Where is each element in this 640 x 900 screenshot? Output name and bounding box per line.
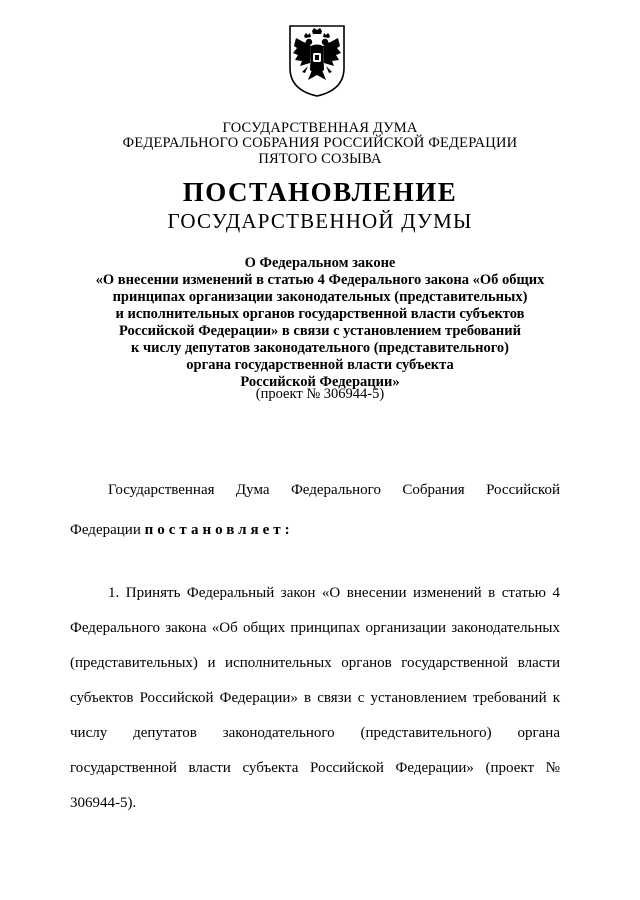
coat-of-arms-icon [286,22,348,98]
item-paragraph [70,576,560,821]
preamble-text: Государственная Дума Федерального Собрания Российской Федерации [70,482,560,538]
document-type: ПОСТАНОВЛЕНИЕ [182,177,458,207]
header-line-duma: ГОСУДАРСТВЕННАЯ ДУМА [222,120,418,136]
subject-line: к числу депутатов законодательного (представительного) [131,340,509,356]
header-line-assembly: ФЕДЕРАЛЬНОГО СОБРАНИЯ РОССИЙСКОЙ ФЕДЕРАЦИИ [122,135,518,151]
subject-line: Российской Федерации» в связи с установлением требований [119,323,521,339]
preamble-verb: постановляет: [144,522,294,538]
subject-line: органа государственной власти субъекта [186,357,454,373]
project-number: (проект № 306944-5) [255,386,385,402]
subject-line: принципах организации законодательных (представительных) [112,289,528,305]
header-line-convocation: ПЯТОГО СОЗЫВА [258,151,382,167]
subject-line: Российской Федерации» [240,374,400,390]
item-1-text: 1. Принять Федеральный закон «О внесении изменений в статью 4 Федерального закона «Об общих принципах организации законодательных (представительных) и исполнительных органов государственной власти субъектов Российской Федерации» в связи с установлением требований к числу депутатов законодательного (представительного) органа государственной власти субъекта Российской Федерации» (проект № 306944-5). [70,585,560,811]
document-issuer: ГОСУДАРСТВЕННОЙ ДУМЫ [167,209,473,233]
subject-line: «О внесении изменений в статью 4 Федерального закона «Об общих [95,272,545,288]
subject-line: О Федеральном законе [244,255,396,271]
subject-line: и исполнительных органов государственной власти субъектов [115,306,525,322]
preamble-paragraph [70,470,560,550]
